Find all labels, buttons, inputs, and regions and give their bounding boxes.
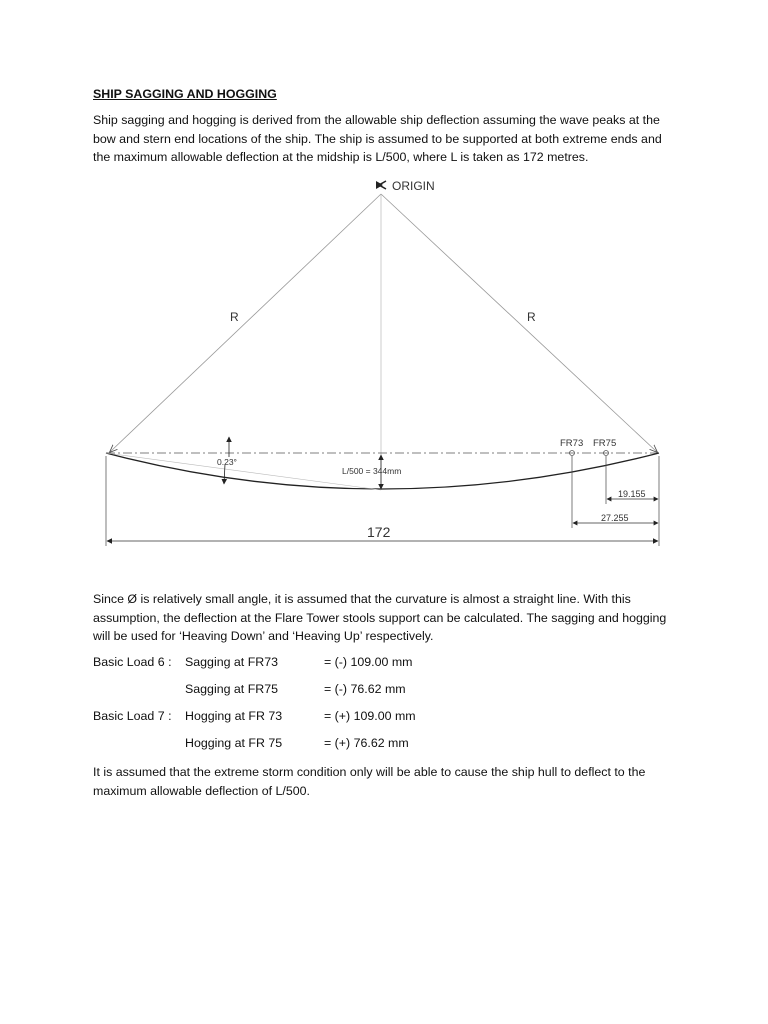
load-description: Sagging at FR73 [185, 655, 278, 669]
angle-label: 0.23° [217, 457, 237, 467]
intro-paragraph: Ship sagging and hogging is derived from the allowable ship deflection assuming the wave peaks at the bow and stern end locations of the ship. The ship is assumed to be supported at both extreme ends and the maximum allowable deflection at the midship is L/500, where L is taken as 172 metres. [93, 113, 662, 165]
assumption-paragraph: Since Ø is relatively small angle, it is assumed that the curvature is almost a straight line. With this assumption, the deflection at the Flare Tower stools support can be calculated. The sagging and hogging will be used for ‘Heaving Down’ and ‘Heaving Up’ respectively. [93, 592, 667, 644]
dimension-label-fr75: 19.155 [618, 489, 646, 499]
load-value: = (+) 109.00 mm [324, 709, 416, 723]
deflection-label: L/500 = 344mm [342, 466, 402, 476]
load-row [93, 682, 653, 700]
deflection-diagram [90, 172, 680, 552]
load-case: Basic Load 7 : [93, 709, 172, 723]
dimension-label-fr73: 27.255 [601, 513, 629, 523]
load-value: = (-) 76.62 mm [324, 682, 406, 696]
load-case: Basic Load 6 : [93, 655, 172, 669]
load-row [93, 736, 653, 754]
page-title: SHIP SAGGING AND HOGGING [93, 87, 277, 101]
conclusion-paragraph: It is assumed that the extreme storm condition only will be able to cause the ship hull to deflect to the maximum allowable deflection of L/500. [93, 765, 646, 798]
load-description: Hogging at FR 75 [185, 736, 283, 750]
frame-label-fr73: FR73 [560, 438, 584, 449]
radius-label-right: R [527, 310, 536, 324]
load-description: Hogging at FR 73 [185, 709, 283, 723]
radius-line-right [381, 194, 657, 452]
radius-label-left: R [230, 310, 239, 324]
origin-label: ORIGIN [392, 179, 435, 193]
load-value: = (-) 109.00 mm [324, 655, 413, 669]
load-row [93, 709, 653, 727]
load-description: Sagging at FR75 [185, 682, 278, 696]
frame-label-fr75: FR75 [593, 438, 617, 449]
angle-arrow-down [224, 464, 225, 484]
load-value: = (+) 76.62 mm [324, 736, 409, 750]
chord-line-left [106, 453, 381, 490]
overall-length-label: 172 [367, 524, 391, 540]
radius-line-left [110, 194, 381, 452]
load-row [93, 655, 653, 673]
origin-marker [376, 181, 386, 189]
